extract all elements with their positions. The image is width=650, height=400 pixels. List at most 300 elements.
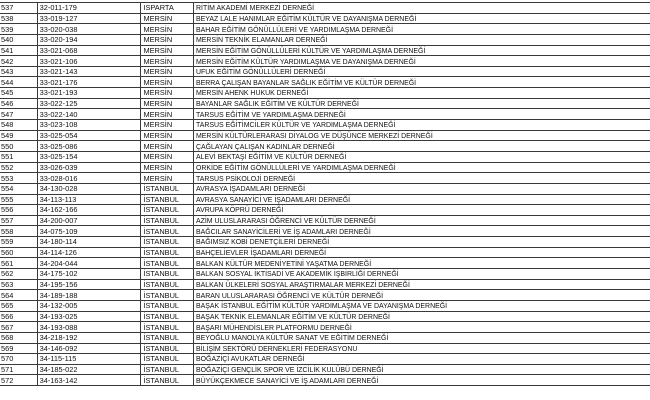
row-number-cell xyxy=(0,375,37,386)
row-number: 571 xyxy=(1,365,14,375)
association-name: BOĞAZİÇİ AVUKATLAR DERNEĞİ xyxy=(196,354,306,364)
registry-number: 33-021-143 xyxy=(39,67,78,77)
association-name-cell xyxy=(194,173,650,184)
row-number-cell xyxy=(0,56,37,67)
registry-number: 34-130-028 xyxy=(39,184,78,194)
city-name-cell xyxy=(141,141,194,152)
registry-number: 33-019-127 xyxy=(39,13,78,23)
association-name: TARSUS EĞİTİM VE YARDIMLAŞMA DERNEĞİ xyxy=(196,109,347,119)
row-number: 566 xyxy=(1,311,14,321)
row-number: 553 xyxy=(1,173,14,183)
association-name-cell xyxy=(194,279,650,290)
registry-number-cell xyxy=(37,215,141,226)
table-row xyxy=(0,98,650,109)
city-name-cell xyxy=(141,269,194,280)
city-name-cell xyxy=(141,215,194,226)
association-name-cell xyxy=(194,56,650,67)
city-name-cell xyxy=(141,343,194,354)
city-name-cell xyxy=(141,66,194,77)
row-number: 564 xyxy=(1,290,14,300)
association-name-cell xyxy=(194,290,650,301)
table-row xyxy=(0,120,650,131)
city-name-cell xyxy=(141,258,194,269)
city-name: MERSİN xyxy=(143,131,173,140)
association-name: MERSİN EĞİTİM GÖNÜLLÜLERİ KÜLTÜR VE YARDIMLAŞMA DERNEĞİ xyxy=(196,45,426,55)
registry-number: 34-218-192 xyxy=(39,333,78,343)
city-name-cell xyxy=(141,77,194,88)
registry-number-cell xyxy=(37,194,141,205)
city-name: İSTANBUL xyxy=(143,290,180,300)
table-row xyxy=(0,13,650,24)
city-name: MERSİN xyxy=(143,162,173,172)
registry-number-cell xyxy=(37,332,141,343)
city-name: MERSİN xyxy=(143,109,173,119)
row-number: 539 xyxy=(1,24,14,34)
city-name: İSTANBUL xyxy=(143,301,180,311)
table-row xyxy=(0,300,650,311)
row-number: 556 xyxy=(1,205,14,215)
association-name: ÇAĞLAYAN ÇALIŞAN KADINLAR DERNEĞİ xyxy=(196,141,336,151)
row-number: 565 xyxy=(1,301,14,311)
row-number: 567 xyxy=(1,322,14,332)
registry-number-cell xyxy=(37,34,141,45)
association-name: BEYOĞLU MANOLYA KÜLTÜR SANAT VE EĞİTİM DERNEĞİ xyxy=(196,333,389,343)
registry-number: 33-020-194 xyxy=(39,35,78,45)
row-number-cell xyxy=(0,45,37,56)
association-name-cell xyxy=(194,226,650,237)
row-number: 548 xyxy=(1,120,14,130)
table-row xyxy=(0,332,650,343)
row-number-cell xyxy=(0,279,37,290)
row-number-cell xyxy=(0,66,37,77)
row-number: 558 xyxy=(1,226,14,236)
registry-number-cell xyxy=(37,183,141,194)
association-name: BAĞIMSIZ KOBİ DENETÇİLERİ DERNEĞİ xyxy=(196,237,330,247)
registry-number-cell xyxy=(37,354,141,365)
city-name: İSTANBUL xyxy=(143,194,180,204)
association-name: AVRASYA İŞADAMLARI DERNEĞİ xyxy=(196,184,306,194)
city-name-cell xyxy=(141,247,194,258)
city-name-cell xyxy=(141,322,194,333)
table-row xyxy=(0,237,650,248)
association-name: BOĞAZİÇİ GENÇLİK SPOR VE İZCİLİK KULÜBÜ DERNEĞİ xyxy=(196,365,385,375)
registry-number: 34-204-044 xyxy=(39,258,78,268)
registry-number: 33-021-106 xyxy=(39,56,78,66)
city-name-cell xyxy=(141,173,194,184)
city-name-cell xyxy=(141,205,194,216)
association-name-cell xyxy=(194,98,650,109)
registry-number-cell xyxy=(37,88,141,99)
row-number: 551 xyxy=(1,152,14,162)
row-number: 568 xyxy=(1,333,14,343)
association-name-cell xyxy=(194,322,650,333)
association-name: MERSİN KÜLTÜRLERARASI DİYALOG VE DÜŞÜNCE MERKEZİ DERNEĞİ xyxy=(196,131,434,140)
table-row xyxy=(0,258,650,269)
registry-number: 34-189-188 xyxy=(39,290,78,300)
registry-number-cell xyxy=(37,173,141,184)
registry-number-cell xyxy=(37,247,141,258)
city-name: İSTANBUL xyxy=(143,343,180,353)
row-number: 550 xyxy=(1,141,14,151)
city-name-cell xyxy=(141,375,194,386)
association-name: BAŞAK TEKNİK ELEMANLAR EĞİTİM VE KÜLTÜR DERNEĞİ xyxy=(196,311,391,321)
row-number: 546 xyxy=(1,99,14,109)
table-row xyxy=(0,173,650,184)
city-name: İSTANBUL xyxy=(143,365,180,375)
city-name: İSTANBUL xyxy=(143,333,180,343)
city-name: İSTANBUL xyxy=(143,269,180,279)
registry-number: 33-021-176 xyxy=(39,77,78,87)
table-row xyxy=(0,322,650,333)
registry-number-cell xyxy=(37,77,141,88)
table-row xyxy=(0,151,650,162)
city-name-cell xyxy=(141,109,194,120)
association-name: BARAN ULUSLARARASI ÖĞRENCİ VE KÜLTÜR DERNEĞİ xyxy=(196,290,384,300)
registry-number: 34-195-156 xyxy=(39,279,78,289)
row-number: 547 xyxy=(1,109,14,119)
city-name-cell xyxy=(141,56,194,67)
table-row xyxy=(0,269,650,280)
table-row xyxy=(0,279,650,290)
table-row xyxy=(0,34,650,45)
association-name: TARSUS PSİKOLOJİ DERNEĞİ xyxy=(196,173,296,183)
registry-number-cell xyxy=(37,290,141,301)
registry-number: 34-193-025 xyxy=(39,311,78,321)
association-name-cell xyxy=(194,130,650,141)
row-number: 569 xyxy=(1,343,14,353)
registry-number-cell xyxy=(37,3,141,14)
city-name-cell xyxy=(141,364,194,375)
registry-number: 33-028-016 xyxy=(39,173,78,183)
table-row xyxy=(0,364,650,375)
city-name: MERSİN xyxy=(143,13,173,23)
table-row xyxy=(0,130,650,141)
association-name-cell xyxy=(194,194,650,205)
association-name: ALEVİ BEKTAŞİ EĞİTİM VE KÜLTÜR DERNEĞİ xyxy=(196,152,347,162)
row-number: 549 xyxy=(1,131,14,140)
row-number: 555 xyxy=(1,194,14,204)
row-number-cell xyxy=(0,364,37,375)
row-number: 554 xyxy=(1,184,14,194)
association-name-cell xyxy=(194,375,650,386)
row-number: 562 xyxy=(1,269,14,279)
association-name: MERSİN AHENK HUKUK DERNEĞİ xyxy=(196,88,309,98)
association-name-cell xyxy=(194,215,650,226)
city-name: MERSİN xyxy=(143,88,173,98)
registry-number: 33-023-108 xyxy=(39,120,78,130)
city-name-cell xyxy=(141,13,194,24)
association-name: MERSİN TEKNİK ELAMANLAR DERNEĞİ xyxy=(196,35,328,45)
table-row xyxy=(0,162,650,173)
registry-number-cell xyxy=(37,343,141,354)
row-number-cell xyxy=(0,183,37,194)
city-name: MERSİN xyxy=(143,99,173,109)
row-number: 538 xyxy=(1,13,14,23)
table-row xyxy=(0,194,650,205)
city-name-cell xyxy=(141,194,194,205)
city-name: MERSİN xyxy=(143,67,173,77)
association-name: AZİM ULUSLARARASI ÖĞRENCİ VE KÜLTÜR DERNEĞİ xyxy=(196,216,377,226)
association-name-cell xyxy=(194,300,650,311)
registry-number-cell xyxy=(37,300,141,311)
row-number-cell xyxy=(0,24,37,35)
registry-number-cell xyxy=(37,141,141,152)
city-name-cell xyxy=(141,151,194,162)
association-name: BERRA ÇALIŞAN BAYANLAR SAĞLIK EĞİTİM VE KÜLTÜR DERNEĞİ xyxy=(196,77,417,87)
table-row xyxy=(0,77,650,88)
association-name: MERSİN EĞİTİM KÜLTÜR YARDIMLAŞMA VE DAYANIŞMA DERNEĞİ xyxy=(196,56,417,66)
table-row xyxy=(0,311,650,322)
row-number-cell xyxy=(0,130,37,141)
row-number-cell xyxy=(0,269,37,280)
city-name: İSTANBUL xyxy=(143,205,180,215)
row-number-cell xyxy=(0,194,37,205)
city-name: MERSİN xyxy=(143,77,173,87)
association-name-cell xyxy=(194,88,650,99)
city-name: MERSİN xyxy=(143,45,173,55)
row-number-cell xyxy=(0,173,37,184)
association-name-cell xyxy=(194,66,650,77)
city-name-cell xyxy=(141,34,194,45)
registry-number: 33-020-038 xyxy=(39,24,78,34)
city-name-cell xyxy=(141,45,194,56)
row-number: 561 xyxy=(1,258,14,268)
association-name-cell xyxy=(194,183,650,194)
registry-number-cell xyxy=(37,151,141,162)
city-name: MERSİN xyxy=(143,152,173,162)
table-row xyxy=(0,109,650,120)
row-number: 559 xyxy=(1,237,14,247)
row-number-cell xyxy=(0,205,37,216)
association-name: BİLİŞİM SEKTÖRÜ DERNEKLERİ FEDERASYONU xyxy=(196,343,358,353)
registry-number: 34-132-005 xyxy=(39,301,78,311)
registry-number: 33-025-154 xyxy=(39,152,78,162)
association-name: BÜYÜKÇEKMECE SANAYİCİ VE İŞ ADAMLARI DERNEĞİ xyxy=(196,375,379,385)
association-name: BAHÇELİEVLER İŞADAMLARI DERNEĞİ xyxy=(196,248,327,258)
association-name-cell xyxy=(194,141,650,152)
row-number: 542 xyxy=(1,56,14,66)
city-name-cell xyxy=(141,290,194,301)
table-row xyxy=(0,141,650,152)
table-row xyxy=(0,88,650,99)
city-name: İSTANBUL xyxy=(143,184,180,194)
row-number: 557 xyxy=(1,216,14,226)
city-name-cell xyxy=(141,354,194,365)
table-row xyxy=(0,226,650,237)
registry-number: 34-193-088 xyxy=(39,322,78,332)
registry-number-cell xyxy=(37,279,141,290)
association-name: RİTİM AKADEMİ MERKEZİ DERNEĞİ xyxy=(196,3,315,13)
association-name: ORKİDE EĞİTİM GÖNÜLLÜLERİ VE YARDIMLAŞMA DERNEĞİ xyxy=(196,162,397,172)
registry-number: 33-021-068 xyxy=(39,45,78,55)
table-body xyxy=(0,3,650,386)
row-number-cell xyxy=(0,215,37,226)
registry-number-cell xyxy=(37,162,141,173)
city-name: İSTANBUL xyxy=(143,226,180,236)
row-number: 537 xyxy=(1,3,14,13)
row-number-cell xyxy=(0,77,37,88)
association-name-cell xyxy=(194,13,650,24)
association-name: AVRUPA KÖPRÜ DERNEĞİ xyxy=(196,205,284,215)
association-name: BALKAN ÜLKELERİ SOSYAL ARAŞTIRMALAR MERKEZİ DERNEĞİ xyxy=(196,279,411,289)
association-name-cell xyxy=(194,205,650,216)
city-name-cell xyxy=(141,226,194,237)
city-name: İSTANBUL xyxy=(143,311,180,321)
registry-number: 34-175-102 xyxy=(39,269,78,279)
table-row xyxy=(0,45,650,56)
row-number-cell xyxy=(0,34,37,45)
city-name-cell xyxy=(141,279,194,290)
association-table xyxy=(0,2,650,386)
association-name-cell xyxy=(194,343,650,354)
registry-number: 34-113-113 xyxy=(39,194,77,204)
association-name: BEYAZ LALE HANIMLAR EĞİTİM KÜLTÜR VE DAYANIŞMA DERNEĞİ xyxy=(196,13,417,23)
city-name-cell xyxy=(141,300,194,311)
registry-number-cell xyxy=(37,98,141,109)
city-name-cell xyxy=(141,130,194,141)
city-name-cell xyxy=(141,332,194,343)
registry-number-cell xyxy=(37,237,141,248)
row-number: 563 xyxy=(1,279,14,289)
association-name-cell xyxy=(194,77,650,88)
registry-number: 34-075-109 xyxy=(39,226,78,236)
table-row xyxy=(0,375,650,386)
registry-number-cell xyxy=(37,130,141,141)
city-name: İSTANBUL xyxy=(143,248,180,258)
registry-number: 33-025-054 xyxy=(39,131,78,140)
row-number: 541 xyxy=(1,45,14,55)
registry-number-cell xyxy=(37,364,141,375)
city-name: İSTANBUL xyxy=(143,322,180,332)
registry-number: 32-011-179 xyxy=(39,3,77,13)
registry-number: 34-162-166 xyxy=(39,205,78,215)
city-name: MERSİN xyxy=(143,56,173,66)
table-row xyxy=(0,24,650,35)
city-name: MERSİN xyxy=(143,173,173,183)
row-number-cell xyxy=(0,162,37,173)
city-name-cell xyxy=(141,183,194,194)
association-name: BAĞCILAR SANAYİCİLERİ VE İŞ ADAMLARI DERNEĞİ xyxy=(196,226,372,236)
city-name: İSTANBUL xyxy=(143,237,180,247)
city-name: İSTANBUL xyxy=(143,375,180,385)
registry-number-cell xyxy=(37,120,141,131)
table-row xyxy=(0,247,650,258)
registry-number: 34-180-114 xyxy=(39,237,77,247)
city-name-cell xyxy=(141,120,194,131)
association-name-cell xyxy=(194,24,650,35)
row-number: 570 xyxy=(1,354,14,364)
association-name: BALKAN KÜLTÜR MEDENİYETİNİ YAŞATMA DERNEĞİ xyxy=(196,258,372,268)
registry-number: 34-115-115 xyxy=(39,354,77,364)
association-name-cell xyxy=(194,364,650,375)
row-number-cell xyxy=(0,300,37,311)
city-name-cell xyxy=(141,98,194,109)
registry-number: 34-185-022 xyxy=(39,365,78,375)
association-name-cell xyxy=(194,109,650,120)
registry-number-cell xyxy=(37,66,141,77)
row-number: 552 xyxy=(1,162,14,172)
row-number-cell xyxy=(0,311,37,322)
row-number-cell xyxy=(0,322,37,333)
row-number: 545 xyxy=(1,88,14,98)
city-name: İSTANBUL xyxy=(143,216,180,226)
row-number-cell xyxy=(0,343,37,354)
registry-number-cell xyxy=(37,205,141,216)
city-name-cell xyxy=(141,237,194,248)
registry-number: 33-026-039 xyxy=(39,162,78,172)
table-row xyxy=(0,343,650,354)
registry-number: 34-114-126 xyxy=(39,248,77,258)
row-number-cell xyxy=(0,109,37,120)
table-row xyxy=(0,183,650,194)
registry-number: 33-022-140 xyxy=(39,109,78,119)
city-name: MERSİN xyxy=(143,35,173,45)
registry-number: 33-021-193 xyxy=(39,88,78,98)
row-number-cell xyxy=(0,258,37,269)
registry-number-cell xyxy=(37,24,141,35)
association-name: AVRASYA SANAYİCİ VE İŞADAMLARI DERNEĞİ xyxy=(196,194,351,204)
city-name-cell xyxy=(141,162,194,173)
row-number-cell xyxy=(0,354,37,365)
registry-number-cell xyxy=(37,375,141,386)
table-row xyxy=(0,215,650,226)
registry-number-cell xyxy=(37,109,141,120)
registry-number-cell xyxy=(37,13,141,24)
row-number-cell xyxy=(0,13,37,24)
registry-number-cell xyxy=(37,226,141,237)
row-number-cell xyxy=(0,237,37,248)
registry-number-cell xyxy=(37,258,141,269)
city-name-cell xyxy=(141,88,194,99)
association-name-cell xyxy=(194,3,650,14)
table-row xyxy=(0,290,650,301)
association-name: UFUK EĞİTİM GÖNÜLLÜLERİ DERNEĞİ xyxy=(196,67,326,77)
registry-number-cell xyxy=(37,322,141,333)
table-row xyxy=(0,3,650,14)
registry-number-cell xyxy=(37,45,141,56)
association-name-cell xyxy=(194,269,650,280)
registry-number: 34-200-007 xyxy=(39,216,78,226)
city-name-cell xyxy=(141,3,194,14)
table-row xyxy=(0,66,650,77)
registry-number: 34-146-092 xyxy=(39,343,78,353)
association-name-cell xyxy=(194,45,650,56)
association-name-cell xyxy=(194,34,650,45)
association-name: TARSUS EĞİTİMCİLER KÜLTÜR VE YARDIMLAŞMA DERNEĞİ xyxy=(196,120,396,130)
city-name: MERSİN xyxy=(143,141,173,151)
registry-number-cell xyxy=(37,56,141,67)
row-number-cell xyxy=(0,290,37,301)
row-number-cell xyxy=(0,3,37,14)
row-number: 540 xyxy=(1,35,14,45)
city-name: MERSİN xyxy=(143,24,173,34)
row-number-cell xyxy=(0,151,37,162)
association-name-cell xyxy=(194,237,650,248)
registry-number: 33-022-125 xyxy=(39,99,78,109)
association-name: BAŞAK İSTANBUL EĞİTİM KÜLTÜR YARDIMLAŞMA VE DAYANIŞMA DERNEĞİ xyxy=(196,301,448,311)
table-row xyxy=(0,56,650,67)
row-number: 572 xyxy=(1,375,14,385)
row-number-cell xyxy=(0,332,37,343)
row-number-cell xyxy=(0,141,37,152)
row-number-cell xyxy=(0,88,37,99)
association-name-cell xyxy=(194,332,650,343)
association-name: BAHAR EĞİTİM GÖNÜLLÜLERİ VE YARDIMLAŞMA DERNEĞİ xyxy=(196,24,394,34)
city-name: MERSİN xyxy=(143,120,173,130)
row-number-cell xyxy=(0,98,37,109)
registry-number-cell xyxy=(37,269,141,280)
city-name: İSTANBUL xyxy=(143,354,180,364)
